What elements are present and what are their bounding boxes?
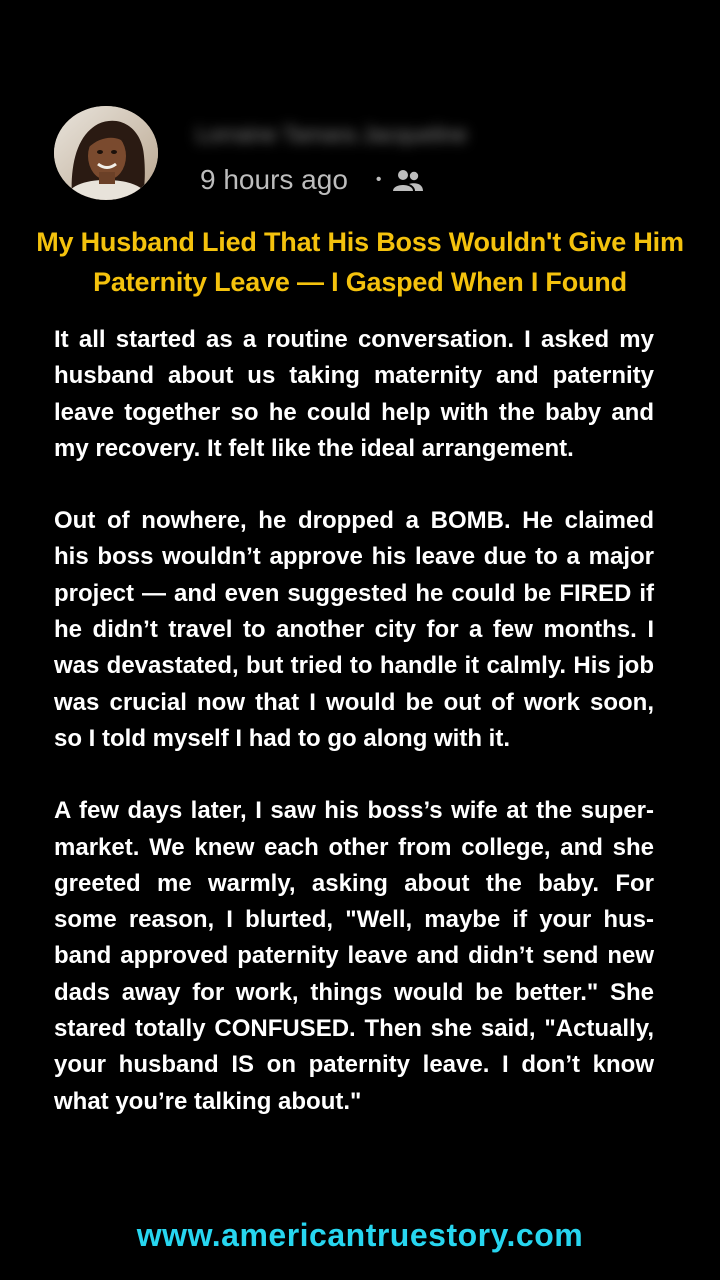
- story-paragraph: Out of nowhere, he dropped a BOMB. He claimed his boss wouldn’t approve his leave due to a major project — and even suggested he could be FIRED if he didn’t travel to another city for a few months. I was devastated, but tried to handle it calmly. His job was crucial now that I would be out of work soon, so I told myself I had to go along with it.: [54, 507, 654, 752]
- story-paragraph: It all started as a routine conversation. I asked my husband about us taking maternity and paternity leave together so he could help with the baby and my recovery. It felt like the ideal arrangement.: [54, 326, 654, 462]
- story-paragraph: A few days later, I saw his boss’s wife at the supermarket. We knew each other from college, and she greeted me warmly, asking about the baby. For some reason, I blurted, "Well, maybe if your husband approved paternity leave and didn’t send new dads away for work, things would be better." She stared totally CONFUSED. Then she said, "Actually, your husband IS on paternity leave. I don’t know what you’re talking about.": [54, 797, 654, 1115]
- avatar-photo: [54, 106, 158, 200]
- meta-separator: •: [375, 171, 382, 188]
- author-avatar[interactable]: [54, 106, 158, 200]
- website-link[interactable]: www.americantruestory.com: [136, 1217, 584, 1253]
- post-meta: [200, 160, 424, 200]
- post-timestamp[interactable]: 9 hours ago: [200, 164, 348, 195]
- story-body: [54, 322, 654, 1156]
- friends-icon[interactable]: [392, 167, 424, 193]
- story-headline: My Husband Lied That His Boss Wouldn't Give Him Paternity Leave — I Gasped When I Found: [36, 227, 684, 297]
- author-name[interactable]: Lorraine Tamara Jacqueline: [196, 122, 468, 147]
